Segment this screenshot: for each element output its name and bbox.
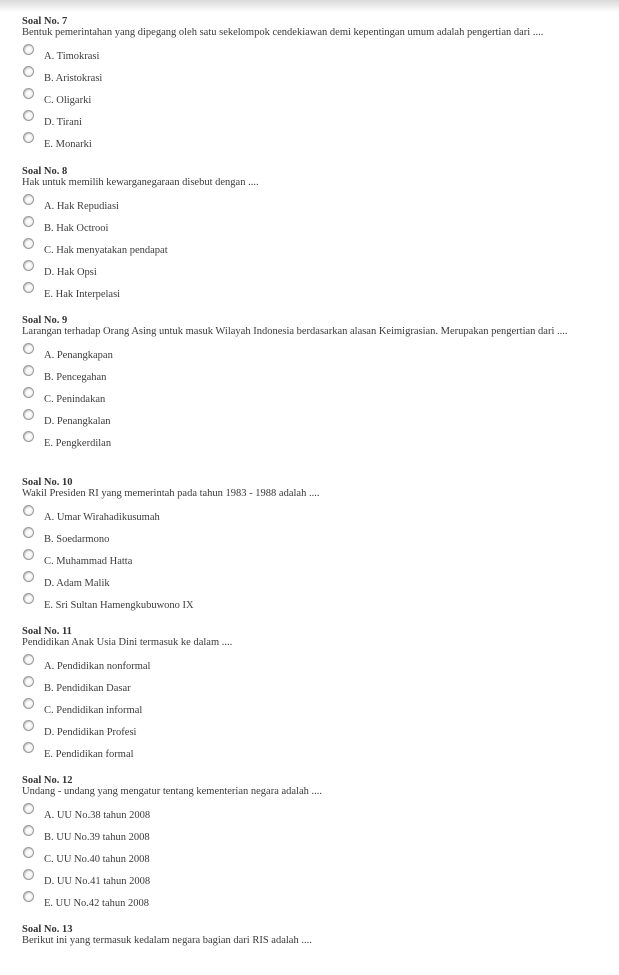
question-title: Soal No. 9 [22, 315, 68, 326]
option-list [22, 506, 602, 616]
question-9 [22, 315, 602, 454]
option-label[interactable]: D. Hak Opsi [44, 267, 97, 278]
option-a[interactable] [22, 195, 602, 217]
option-e[interactable] [22, 432, 602, 454]
option-label[interactable]: E. UU No.42 tahun 2008 [44, 898, 149, 909]
option-list [22, 195, 602, 305]
radio-button[interactable] [23, 194, 34, 205]
option-e[interactable] [22, 743, 602, 765]
option-label[interactable]: A. Umar Wirahadikusumah [44, 512, 160, 523]
question-11 [22, 626, 602, 765]
question-title: Soal No. 11 [22, 626, 72, 637]
question-title: Soal No. 13 [22, 924, 73, 935]
option-label[interactable]: D. UU No.41 tahun 2008 [44, 876, 151, 887]
radio-button[interactable] [23, 698, 34, 709]
option-list [22, 45, 602, 155]
question-title: Soal No. 12 [22, 775, 73, 786]
radio-button[interactable] [23, 216, 34, 227]
option-label[interactable]: D. Penangkalan [44, 416, 111, 427]
radio-button[interactable] [23, 238, 34, 249]
radio-button[interactable] [23, 593, 34, 604]
option-e[interactable] [22, 892, 602, 914]
option-label[interactable]: E. Pendidikan formal [44, 749, 134, 760]
option-label[interactable]: A. Pendidikan nonformal [44, 661, 151, 672]
option-label[interactable]: C. UU No.40 tahun 2008 [44, 854, 150, 865]
radio-button[interactable] [23, 343, 34, 354]
option-label[interactable]: E. Hak Interpelasi [44, 289, 121, 300]
option-label[interactable]: C. Hak menyatakan pendapat [44, 245, 168, 256]
option-c[interactable] [22, 89, 602, 111]
question-10 [22, 477, 602, 616]
radio-button[interactable] [23, 260, 34, 271]
top-shadow [0, 0, 619, 12]
question-text: Undang - undang yang mengatur tentang kementerian negara adalah .... [22, 786, 323, 797]
option-c[interactable] [22, 848, 602, 870]
option-e[interactable] [22, 133, 602, 155]
option-c[interactable] [22, 388, 602, 410]
option-label[interactable]: C. Penindakan [44, 394, 106, 405]
option-label[interactable]: D. Tirani [44, 117, 82, 128]
question-text: Larangan terhadap Orang Asing untuk masuk Wilayah Indonesia berdasarkan alasan Keimigrasian. Merupakan pengertian dari .... [22, 326, 568, 337]
option-label[interactable]: E. Pengkerdilan [44, 438, 112, 449]
option-label[interactable]: A. Penangkapan [44, 350, 113, 361]
question-13 [22, 924, 602, 947]
option-label[interactable]: B. Pencegahan [44, 372, 107, 383]
radio-button[interactable] [23, 803, 34, 814]
radio-button[interactable] [23, 88, 34, 99]
option-d[interactable] [22, 721, 602, 743]
radio-button[interactable] [23, 891, 34, 902]
option-label[interactable]: B. Pendidikan Dasar [44, 683, 131, 694]
option-label[interactable]: C. Oligarki [44, 95, 92, 106]
radio-button[interactable] [23, 282, 34, 293]
option-label[interactable]: B. Aristokrasi [44, 73, 103, 84]
radio-button[interactable] [23, 132, 34, 143]
radio-button[interactable] [23, 720, 34, 731]
option-label[interactable]: E. Sri Sultan Hamengkubuwono IX [44, 600, 194, 611]
option-list [22, 804, 602, 914]
radio-button[interactable] [23, 654, 34, 665]
option-b[interactable] [22, 528, 602, 550]
option-a[interactable] [22, 655, 602, 677]
radio-button[interactable] [23, 676, 34, 687]
option-d[interactable] [22, 572, 602, 594]
radio-button[interactable] [23, 409, 34, 420]
question-text: Bentuk pemerintahan yang dipegang oleh satu sekelompok cendekiawan demi kepentingan umum adalah pengertian dari .... [22, 27, 544, 38]
option-list [22, 344, 602, 454]
question-title: Soal No. 10 [22, 477, 73, 488]
option-d[interactable] [22, 870, 602, 892]
option-b[interactable] [22, 217, 602, 239]
option-d[interactable] [22, 410, 602, 432]
option-b[interactable] [22, 67, 602, 89]
option-label[interactable]: C. Muhammad Hatta [44, 556, 133, 567]
radio-button[interactable] [23, 742, 34, 753]
radio-button[interactable] [23, 365, 34, 376]
radio-button[interactable] [23, 527, 34, 538]
option-label[interactable]: D. Pendidikan Profesi [44, 727, 137, 738]
option-label[interactable]: E. Monarki [44, 139, 92, 150]
question-text: Pendidikan Anak Usia Dini termasuk ke dalam .... [22, 637, 233, 648]
option-label[interactable]: B. UU No.39 tahun 2008 [44, 832, 150, 843]
question-title: Soal No. 7 [22, 16, 68, 27]
option-d[interactable] [22, 261, 602, 283]
option-list [22, 655, 602, 765]
radio-button[interactable] [23, 44, 34, 55]
radio-button[interactable] [23, 110, 34, 121]
option-a[interactable] [22, 344, 602, 366]
question-text: Hak untuk memilih kewarganegaraan disebut dengan .... [22, 177, 259, 188]
radio-button[interactable] [23, 505, 34, 516]
option-e[interactable] [22, 283, 602, 305]
question-text: Berikut ini yang termasuk kedalam negara bagian dari RIS adalah .... [22, 935, 312, 946]
option-label[interactable]: B. Soedarmono [44, 534, 110, 545]
option-b[interactable] [22, 826, 602, 848]
option-c[interactable] [22, 239, 602, 261]
radio-button[interactable] [23, 387, 34, 398]
option-label[interactable]: D. Adam Malik [44, 578, 110, 589]
radio-button[interactable] [23, 571, 34, 582]
radio-button[interactable] [23, 847, 34, 858]
option-label[interactable]: A. Timokrasi [44, 51, 100, 62]
option-a[interactable] [22, 45, 602, 67]
radio-button[interactable] [23, 66, 34, 77]
option-label[interactable]: C. Pendidikan informal [44, 705, 143, 716]
option-c[interactable] [22, 699, 602, 721]
radio-button[interactable] [23, 431, 34, 442]
option-b[interactable] [22, 677, 602, 699]
radio-button[interactable] [23, 549, 34, 560]
question-7 [22, 16, 602, 155]
option-a[interactable] [22, 506, 602, 528]
question-text: Wakil Presiden RI yang memerintah pada tahun 1983 - 1988 adalah .... [22, 488, 320, 499]
radio-button[interactable] [23, 869, 34, 880]
option-a[interactable] [22, 804, 602, 826]
option-d[interactable] [22, 111, 602, 133]
option-c[interactable] [22, 550, 602, 572]
option-label[interactable]: A. Hak Repudiasi [44, 201, 119, 212]
option-label[interactable]: B. Hak Octrooi [44, 223, 109, 234]
option-e[interactable] [22, 594, 602, 616]
option-b[interactable] [22, 366, 602, 388]
question-12 [22, 775, 602, 914]
option-label[interactable]: A. UU No.38 tahun 2008 [44, 810, 151, 821]
radio-button[interactable] [23, 825, 34, 836]
question-title: Soal No. 8 [22, 166, 68, 177]
question-8 [22, 166, 602, 305]
